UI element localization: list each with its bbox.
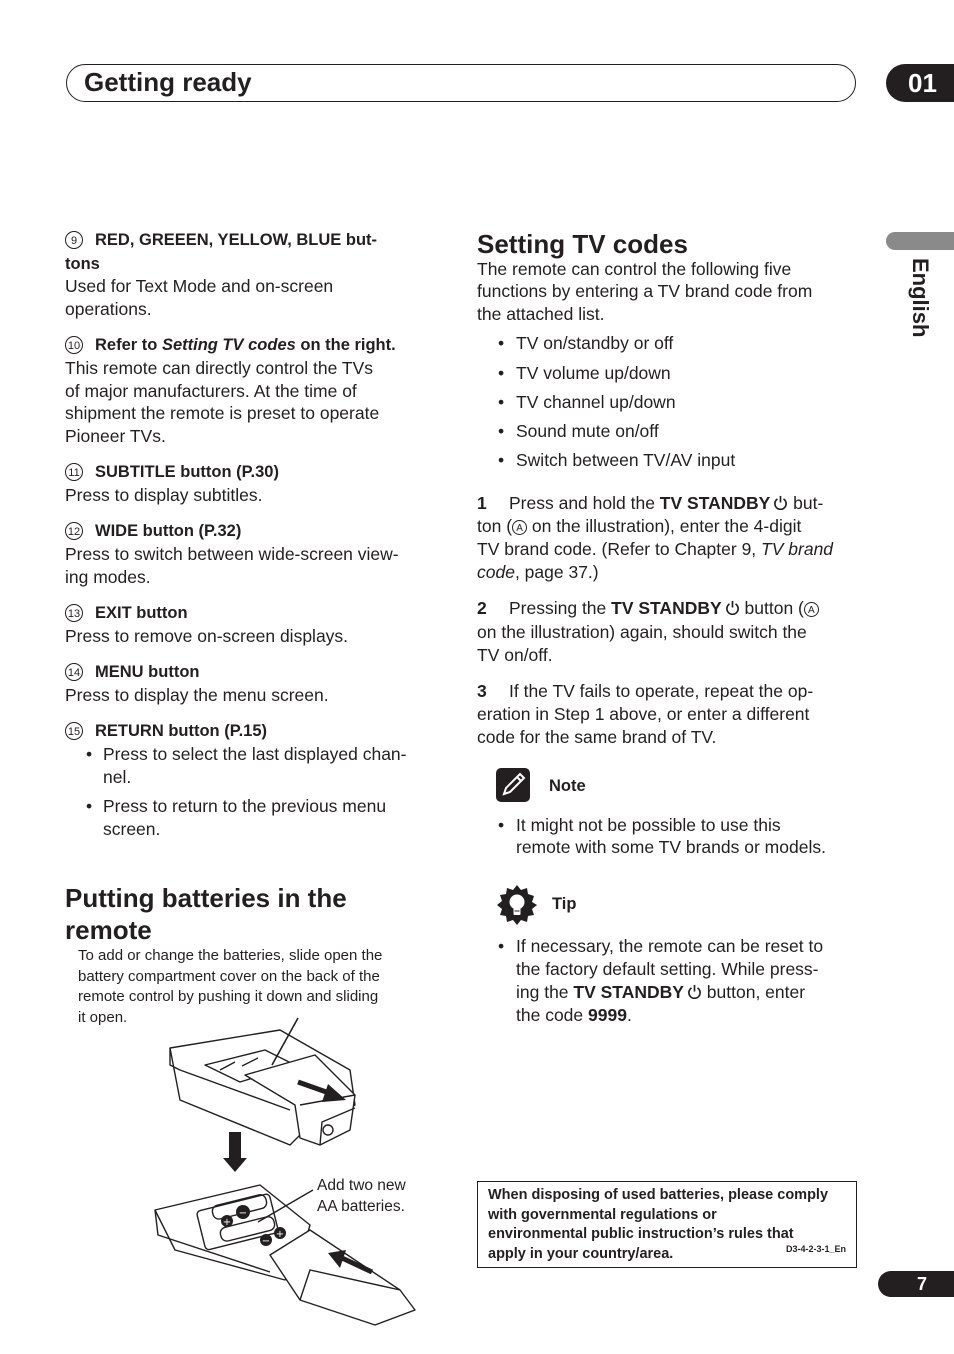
document-code: D3-4-2-3-1_En — [785, 1243, 846, 1254]
batteries-body-line: battery compartment cover on the back of the — [78, 967, 380, 985]
tv-codes-title: Setting TV codes — [477, 229, 688, 259]
tip-text: If necessary, the remote can be reset to — [516, 936, 824, 956]
bullet-dot: • — [498, 333, 505, 353]
item-14-text: Press to display the menu screen. — [65, 685, 329, 705]
item-13-text: Press to remove on-screen displays. — [65, 626, 349, 646]
batteries-title: Putting batteries in the — [65, 883, 347, 913]
note-text: remote with some TV brands or models. — [516, 837, 826, 857]
battery-caption — [317, 1176, 406, 1217]
step-text: but- — [788, 493, 824, 513]
power-icon — [773, 495, 788, 510]
step-text: TV brand code. (Refer to Chapter 9, — [477, 539, 762, 559]
item-12-heading — [65, 520, 241, 543]
tip-text-part: ing the — [516, 982, 574, 1002]
tip-strong: TV STANDBY — [573, 982, 684, 1002]
bullet-dot: • — [498, 363, 505, 383]
batteries-body-line: remote control by pushing it down and sliding — [78, 988, 379, 1006]
tip-text-part: . — [626, 1005, 632, 1025]
step-1-line — [477, 492, 823, 515]
circled-number: 13 — [65, 604, 83, 622]
heading-emphasis: Setting TV codes — [161, 336, 296, 354]
bullet-dot: • — [498, 392, 505, 412]
heading-text: EXIT button — [95, 604, 188, 622]
tv-codes-intro: The remote can control the following five — [477, 259, 792, 279]
item-12-text: ing modes. — [65, 567, 151, 587]
heading-text: MENU button — [95, 663, 200, 681]
heading-text: Refer to — [95, 336, 162, 354]
circled-number: 11 — [65, 463, 83, 481]
language-tab — [886, 232, 954, 250]
tv-codes-intro: functions by entering a TV brand code from — [477, 281, 813, 301]
step-number: 1 — [477, 493, 487, 513]
item-15-bullet-text: nel. — [103, 767, 132, 787]
bullet-dot: • — [498, 450, 505, 470]
item-9-heading — [65, 229, 377, 252]
note-label: Note — [549, 777, 586, 795]
function-item: TV volume up/down — [516, 363, 671, 383]
tip-text — [516, 1004, 632, 1027]
step-number: 2 — [477, 598, 487, 618]
step-3-line — [477, 680, 813, 703]
item-11-heading — [65, 461, 279, 484]
item-15-bullet-text: screen. — [103, 819, 161, 839]
circled-a-label: A — [804, 602, 819, 617]
page-number: 7 — [878, 1271, 954, 1297]
item-15-bullet-text: Press to select the last displayed chan- — [103, 744, 407, 764]
item-10-text: shipment the remote is preset to operate — [65, 403, 380, 423]
batteries-title: remote — [65, 915, 152, 945]
step-text: If the TV fails to operate, repeat the op- — [509, 681, 814, 701]
item-13-heading — [65, 602, 188, 625]
step-2-line: on the illustration) again, should switch the — [477, 622, 807, 642]
item-11-text: Press to display subtitles. — [65, 485, 263, 505]
item-9-heading-cont: tons — [65, 255, 100, 273]
bullet-dot: • — [86, 744, 93, 764]
circled-number: 12 — [65, 522, 83, 540]
tip-text-part: button, enter — [701, 982, 806, 1002]
heading-text: SUBTITLE button (P.30) — [95, 463, 279, 481]
item-10-text: This remote can directly control the TVs — [65, 358, 373, 378]
item-10-text: of major manufacturers. At the time of — [65, 381, 357, 401]
disposal-notice — [477, 1181, 857, 1268]
item-15-heading — [65, 720, 267, 743]
bullet-dot: • — [498, 936, 505, 956]
step-strong: TV STANDBY — [659, 493, 771, 513]
function-item: TV on/standby or off — [516, 333, 674, 353]
disposal-line: apply in your country/area. — [488, 1245, 674, 1262]
tip-text — [516, 981, 805, 1004]
tv-codes-intro: the attached list. — [477, 304, 605, 324]
bullet-dot: • — [86, 796, 93, 816]
step-text: Press and hold the — [509, 493, 660, 513]
step-strong: TV STANDBY — [611, 598, 722, 618]
bullet-dot: • — [498, 421, 505, 441]
step-text: Pressing the — [509, 598, 612, 618]
circled-a-label: A — [512, 520, 527, 535]
item-10-text: Pioneer TVs. — [65, 426, 166, 446]
disposal-line: environmental public instruction’s rules that — [488, 1226, 794, 1242]
language-label: English — [908, 258, 933, 338]
power-icon — [725, 600, 740, 615]
step-text: button ( — [739, 598, 804, 618]
item-14-heading — [65, 661, 199, 684]
note-icon — [496, 768, 532, 802]
item-9-text: operations. — [65, 299, 152, 319]
circled-number: 15 — [65, 722, 83, 740]
lightbulb-icon — [496, 884, 538, 926]
function-item: Switch between TV/AV input — [516, 450, 736, 470]
item-15-bullet-text: Press to return to the previous menu — [103, 796, 387, 816]
tip-label: Tip — [552, 895, 577, 913]
tip-strong: 9999 — [588, 1005, 627, 1025]
battery-caption-line: Add two new — [317, 1177, 406, 1194]
step-3-line: code for the same brand of TV. — [477, 727, 717, 747]
item-9-text: Used for Text Mode and on-screen — [65, 276, 334, 296]
tip-text: the factory default setting. While press- — [516, 959, 819, 979]
heading-text: RETURN button (P.15) — [95, 722, 268, 740]
heading-text: WIDE button (P.32) — [95, 522, 242, 540]
disposal-line: with governmental regulations or — [488, 1206, 717, 1223]
batteries-body-line: To add or change the batteries, slide open the — [78, 947, 383, 964]
step-2-line: TV on/off. — [477, 645, 553, 665]
heading-text: on the right. — [295, 336, 396, 354]
svg-text:−: − — [261, 1236, 271, 1247]
power-icon — [687, 984, 702, 999]
bullet-dot: • — [498, 815, 505, 835]
circled-number: 14 — [65, 663, 83, 681]
step-italic: TV brand — [761, 539, 834, 559]
step-1-line — [477, 561, 599, 584]
item-12-text: Press to switch between wide-screen view- — [65, 544, 399, 564]
svg-text:−: − — [238, 1208, 248, 1219]
step-text: on the illustration), enter the 4-digit — [527, 516, 802, 536]
batteries-body-line: it open. — [78, 1009, 128, 1027]
remote-battery-illustration — [150, 1010, 440, 1330]
heading-text: RED, GREEEN, YELLOW, BLUE but- — [95, 231, 378, 249]
step-1-line — [477, 515, 801, 538]
chapter-badge: 01 — [886, 64, 954, 102]
note-text: It might not be possible to use this — [516, 815, 781, 835]
step-text: , page 37.) — [514, 562, 599, 582]
svg-text:+: + — [222, 1217, 232, 1228]
step-3-line: eration in Step 1 above, or enter a different — [477, 704, 810, 724]
svg-text:+: + — [275, 1229, 285, 1240]
page-title: Getting ready — [84, 67, 252, 97]
function-item: Sound mute on/off — [516, 421, 659, 441]
circled-number: 10 — [65, 336, 83, 354]
step-2-line — [477, 597, 819, 620]
item-10-heading — [65, 334, 396, 357]
disposal-line: When disposing of used batteries, please comply — [488, 1187, 829, 1203]
step-italic: code — [477, 562, 515, 582]
tip-text-part: the code — [516, 1005, 588, 1025]
step-text: ton ( — [477, 516, 513, 536]
step-number: 3 — [477, 681, 487, 701]
step-1-line — [477, 538, 833, 561]
function-item: TV channel up/down — [516, 392, 676, 412]
circled-number: 9 — [65, 231, 83, 249]
battery-caption-line: AA batteries. — [317, 1197, 405, 1215]
